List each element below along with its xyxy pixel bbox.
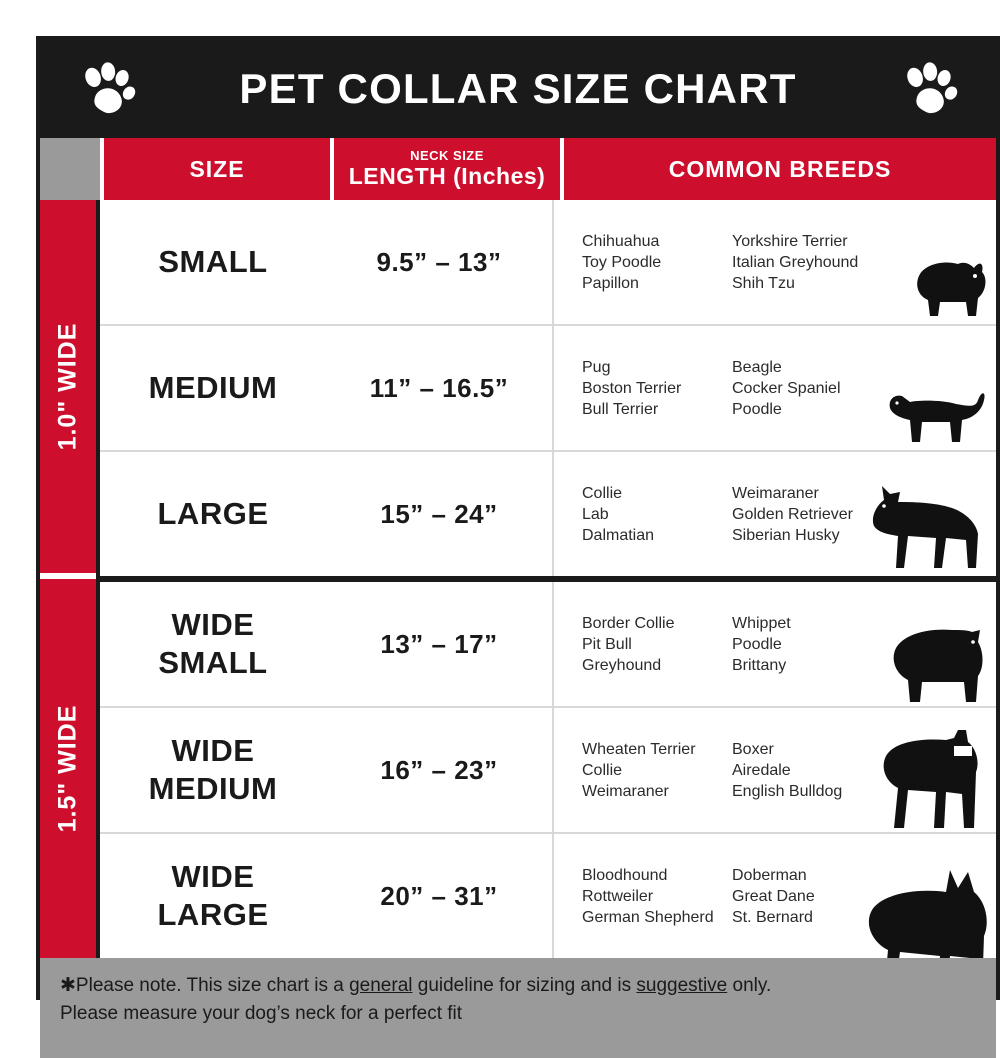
breed-item: German Shepherd bbox=[582, 908, 714, 926]
breed-item: Yorkshire Terrier bbox=[732, 232, 848, 250]
cell-breeds bbox=[552, 834, 996, 958]
breed-item: Poodle bbox=[732, 400, 782, 418]
breed-list-col2 bbox=[732, 613, 882, 676]
footer-text-a: Please note. This size chart is a bbox=[75, 975, 350, 996]
cell-size bbox=[100, 582, 326, 706]
breed-item: Weimaraner bbox=[582, 782, 669, 800]
breed-list-col2 bbox=[732, 739, 882, 802]
breed-item: Cocker Spaniel bbox=[732, 379, 841, 397]
breed-item: Great Dane bbox=[732, 887, 815, 905]
breed-list-col1 bbox=[582, 483, 732, 546]
cell-size-line2: LARGE bbox=[157, 897, 269, 932]
breed-item: Collie bbox=[582, 761, 623, 779]
cell-size: LARGE bbox=[157, 496, 269, 531]
cell-size bbox=[100, 708, 326, 832]
cell-length: 16” – 23” bbox=[380, 754, 498, 785]
chart-frame bbox=[36, 36, 1000, 1024]
cell-length: 11” – 16.5” bbox=[369, 372, 509, 403]
column-header-length-main: LENGTH (Inches) bbox=[348, 162, 546, 189]
cell-breeds bbox=[552, 708, 996, 832]
cell-size-line1: WIDE bbox=[171, 733, 255, 768]
cell-size: MEDIUM bbox=[148, 370, 278, 405]
breed-item: Rottweiler bbox=[582, 887, 654, 905]
column-header-length bbox=[334, 138, 564, 200]
page-title: PET COLLAR SIZE CHART bbox=[239, 65, 797, 112]
large-dog-silhouette bbox=[868, 480, 988, 576]
cell-breeds bbox=[552, 452, 996, 576]
breed-item: Greyhound bbox=[582, 656, 662, 674]
breed-item: Weimaraner bbox=[732, 484, 819, 502]
rows-container bbox=[100, 200, 996, 958]
breed-list-col1 bbox=[582, 739, 732, 802]
table-row bbox=[100, 708, 996, 834]
breed-list-col1 bbox=[582, 357, 732, 420]
breed-list-col2 bbox=[732, 483, 882, 546]
chart-body bbox=[40, 200, 996, 958]
breed-item: Papillon bbox=[582, 274, 639, 292]
footer-note bbox=[40, 958, 996, 1058]
paw-print-icon bbox=[900, 60, 958, 118]
breed-item: Airedale bbox=[732, 761, 791, 779]
beagle-silhouette bbox=[882, 378, 988, 450]
cell-size-line1: WIDE bbox=[171, 859, 255, 894]
breed-item: English Bulldog bbox=[732, 782, 843, 800]
corner-spacer bbox=[40, 138, 104, 200]
breed-item: Toy Poodle bbox=[582, 253, 662, 271]
breed-item: Brittany bbox=[732, 656, 787, 674]
bulldog-silhouette bbox=[876, 618, 988, 706]
breed-list-col1 bbox=[582, 231, 732, 294]
breed-list-col2 bbox=[732, 231, 882, 294]
footer-underline-general: general bbox=[349, 975, 413, 996]
breed-item: Wheaten Terrier bbox=[582, 740, 696, 758]
column-header-length-sub: NECK SIZE bbox=[410, 147, 484, 163]
cell-length: 20” – 31” bbox=[380, 880, 498, 911]
breed-item: Whippet bbox=[732, 614, 791, 632]
group-label-column bbox=[40, 200, 100, 958]
breed-item: Boston Terrier bbox=[582, 379, 682, 397]
boxer-silhouette bbox=[870, 728, 988, 832]
cell-breeds bbox=[552, 582, 996, 706]
breed-item: Shih Tzu bbox=[732, 274, 795, 292]
cell-length: 9.5” – 13” bbox=[376, 246, 502, 277]
breed-item: Beagle bbox=[732, 358, 782, 376]
breed-item: Poodle bbox=[732, 635, 782, 653]
breed-item: Golden Retriever bbox=[732, 505, 853, 523]
column-header-row bbox=[40, 138, 996, 200]
breed-item: Dalmatian bbox=[582, 526, 655, 544]
breed-item: Pit Bull bbox=[582, 635, 632, 653]
footer-underline-suggestive: suggestive bbox=[636, 975, 728, 996]
breed-item: Collie bbox=[582, 484, 623, 502]
paw-print-icon bbox=[78, 60, 136, 118]
breed-item: Boxer bbox=[732, 740, 774, 758]
table-row bbox=[100, 200, 996, 326]
group-label-1-5-wide bbox=[40, 579, 100, 958]
breed-item: Lab bbox=[582, 505, 609, 523]
breed-item: Bull Terrier bbox=[582, 400, 659, 418]
column-header-breeds: COMMON BREEDS bbox=[564, 138, 996, 200]
breed-list-col1 bbox=[582, 613, 732, 676]
cell-breeds bbox=[552, 326, 996, 450]
breed-item: Border Collie bbox=[582, 614, 675, 632]
cell-breeds bbox=[552, 200, 996, 324]
footer-text-c: only. bbox=[727, 975, 772, 996]
cell-length: 15” – 24” bbox=[380, 498, 498, 529]
group-label-text: 1.5" WIDE bbox=[53, 704, 82, 833]
asterisk-icon: ✱ bbox=[60, 975, 76, 996]
breed-item: Chihuahua bbox=[582, 232, 660, 250]
table-row bbox=[100, 582, 996, 708]
table-row bbox=[100, 834, 996, 958]
breed-item: Italian Greyhound bbox=[732, 253, 859, 271]
breed-item: Siberian Husky bbox=[732, 526, 840, 544]
footer-line-1 bbox=[60, 972, 974, 1000]
footer-text-b: guideline for sizing and is bbox=[412, 975, 637, 996]
column-header-size: SIZE bbox=[104, 138, 334, 200]
breed-item: Doberman bbox=[732, 866, 807, 884]
cell-size: SMALL bbox=[158, 244, 268, 279]
cell-size-line1: WIDE bbox=[171, 607, 255, 642]
group-label-1-0-wide bbox=[40, 200, 100, 573]
small-fluffy-dog-silhouette bbox=[896, 250, 988, 324]
table-row bbox=[100, 452, 996, 576]
footer-line-2: Please measure your dog’s neck for a perfect fit bbox=[60, 1003, 463, 1024]
breed-item: Bloodhound bbox=[582, 866, 668, 884]
breed-list-col2 bbox=[732, 357, 882, 420]
chart-header bbox=[40, 40, 996, 138]
cell-length: 13” – 17” bbox=[380, 628, 498, 659]
cell-size bbox=[100, 834, 326, 958]
breed-item: St. Bernard bbox=[732, 908, 813, 926]
breed-item: Pug bbox=[582, 358, 611, 376]
group-label-text: 1.0" WIDE bbox=[53, 322, 82, 451]
table-row bbox=[100, 326, 996, 452]
cell-size-line2: SMALL bbox=[158, 645, 268, 680]
breed-list-col1 bbox=[582, 865, 732, 928]
cell-size-line2: MEDIUM bbox=[148, 771, 278, 806]
